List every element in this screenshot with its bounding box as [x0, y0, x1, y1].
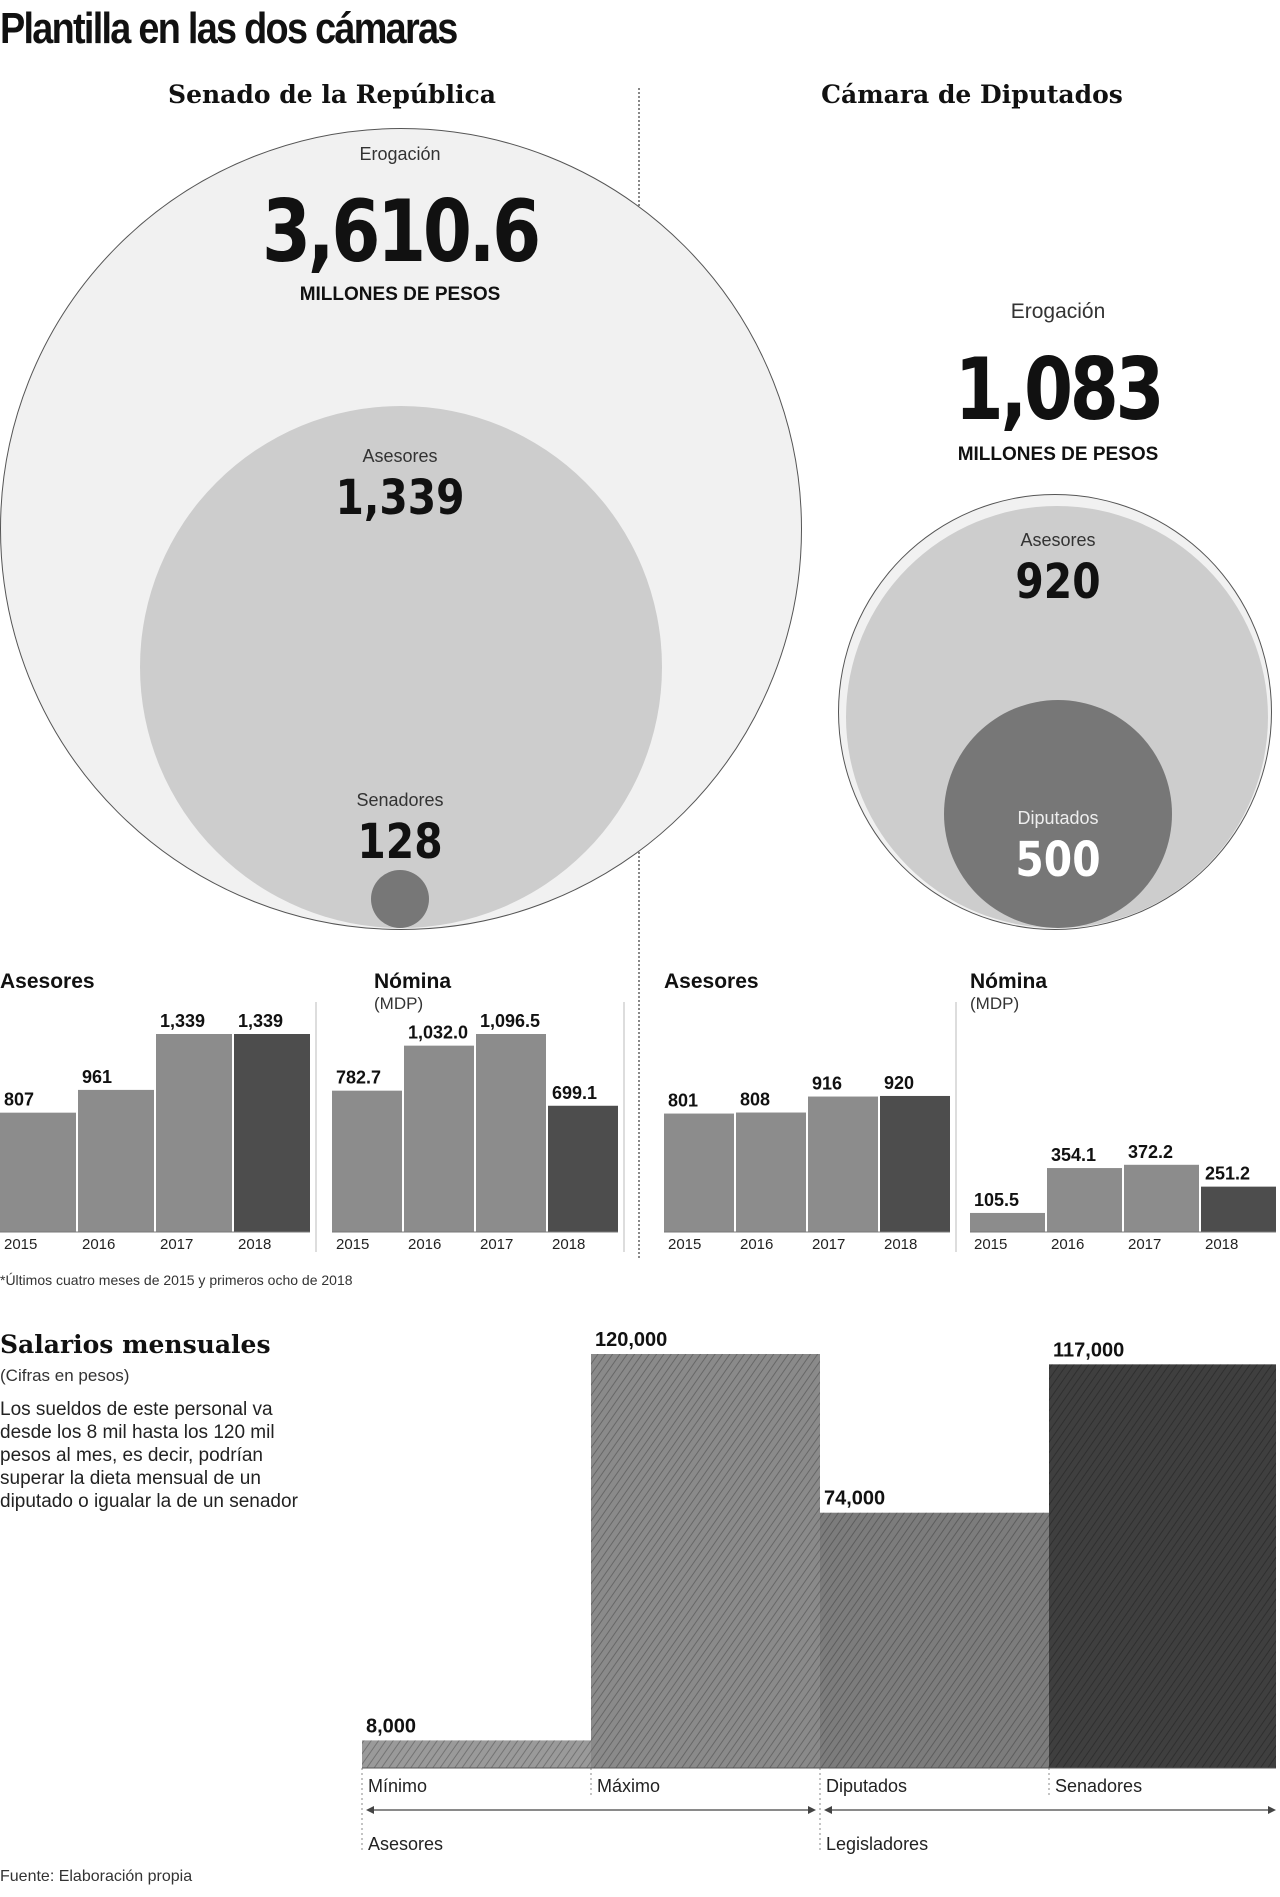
salary-value-label: 74,000	[824, 1487, 886, 1510]
bar-value-label: 1,032.0	[408, 1022, 469, 1043]
salary-value-label: 120,000	[595, 1329, 668, 1351]
salary-category-label: Máximo	[597, 1776, 661, 1796]
diputados-miembros-label: Diputados	[1017, 808, 1099, 828]
bar-value-label: 808	[740, 1089, 771, 1110]
panel-4-subtitle: (MDP)	[970, 994, 1020, 1013]
diputados-title: Cámara de Diputados	[821, 80, 1123, 109]
bar-value-label: 105.5	[974, 1189, 1020, 1210]
salary-value-label: 8,000	[366, 1715, 417, 1738]
year-label: 2015	[4, 1236, 38, 1253]
bar-value-label: 354.1	[1051, 1145, 1097, 1166]
bar-value-label: 782.7	[336, 1067, 382, 1088]
salary-bar-texture	[362, 1740, 591, 1768]
diputados-erogacion-unit: MILLONES DE PESOS	[957, 444, 1159, 465]
diputados-erogacion-value: 1,083	[954, 340, 1162, 440]
group-label-asesores: Asesores	[368, 1834, 444, 1854]
bar-value-label: 801	[668, 1090, 699, 1111]
bar-value-label: 1,339	[238, 1011, 284, 1031]
year-label: 2015	[336, 1236, 370, 1253]
bar-value-label: 251.2	[1205, 1163, 1251, 1184]
salary-bar-texture	[1049, 1364, 1276, 1768]
diputados-erogacion-label: Erogación	[1010, 300, 1106, 323]
senado-asesores-label: Asesores	[362, 446, 438, 466]
bar-value-label: 916	[812, 1073, 843, 1094]
year-label: 2016	[1051, 1236, 1085, 1253]
year-label: 2018	[884, 1236, 918, 1253]
legisladores-arrow-head-left	[824, 1806, 832, 1814]
panel-2-subtitle: (MDP)	[374, 994, 424, 1013]
bar-value-label: 1,096.5	[480, 1011, 541, 1031]
diputados-miembros-value: 500	[1015, 832, 1101, 888]
senado-miembros-label: Senadores	[356, 790, 444, 810]
senado-erogacion-value: 3,610.6	[262, 182, 538, 282]
bar-value-label: 961	[82, 1066, 113, 1087]
salary-bar-texture	[820, 1513, 1049, 1768]
year-label: 2017	[1128, 1236, 1162, 1253]
senado-title: Senado de la República	[168, 80, 496, 109]
asesores-arrow-head-right	[808, 1806, 816, 1814]
panel-4-title: Nómina	[970, 970, 1048, 993]
asesores-arrow-head-left	[366, 1806, 374, 1814]
senado-asesores-value: 1,339	[335, 470, 465, 526]
source-note: Fuente: Elaboración propia	[0, 1868, 193, 1885]
bar-value-label: 920	[884, 1072, 915, 1093]
year-label: 2017	[480, 1236, 514, 1253]
bar-value-label: 1,339	[160, 1011, 206, 1031]
bar-value-label: 699.1	[552, 1082, 598, 1103]
legisladores-arrow-head-right	[1268, 1806, 1276, 1814]
panel-1-title: Asesores	[0, 970, 95, 993]
page-title: Plantilla en las dos cámaras	[0, 4, 457, 53]
senado-erogacion-label: Erogación	[359, 144, 441, 164]
salary-category-label: Senadores	[1055, 1776, 1143, 1796]
panel-3-title: Asesores	[664, 970, 759, 993]
panel-2-title: Nómina	[374, 970, 452, 993]
year-label: 2015	[668, 1236, 702, 1253]
bar-value-label: 372.2	[1128, 1141, 1174, 1162]
group-label-legisladores: Legisladores	[826, 1834, 929, 1854]
salary-bar-texture	[591, 1354, 820, 1768]
year-label: 2018	[1205, 1236, 1239, 1253]
year-label: 2016	[408, 1236, 442, 1253]
year-label: 2018	[238, 1236, 272, 1253]
year-label: 2016	[740, 1236, 774, 1253]
salary-subtitle: (Cifras en pesos)	[0, 1366, 130, 1385]
footnote: *Últimos cuatro meses de 2015 y primeros ocho de 2018	[0, 1272, 353, 1288]
year-label: 2018	[552, 1236, 586, 1253]
salary-category-label: Mínimo	[368, 1776, 428, 1796]
salary-value-label: 117,000	[1053, 1339, 1125, 1362]
senado-erogacion-unit: MILLONES DE PESOS	[299, 284, 501, 305]
salary-category-label: Diputados	[826, 1776, 908, 1796]
salary-description: Los sueldos de este personal va desde los 8 mil hasta los 120 mil pesos al mes, es decir, podrían superar la dieta mensual de un diputado o igualar la de un senador	[0, 1399, 298, 1512]
diputados-asesores-value: 920	[1015, 554, 1101, 610]
year-label: 2016	[82, 1236, 116, 1253]
year-label: 2017	[812, 1236, 846, 1253]
bar-value-label: 807	[4, 1089, 35, 1110]
senado-miembros-value: 128	[357, 814, 443, 870]
year-label: 2015	[974, 1236, 1008, 1253]
diputados-asesores-label: Asesores	[1020, 530, 1096, 550]
year-label: 2017	[160, 1236, 194, 1253]
salary-title: Salarios mensuales	[0, 1330, 271, 1359]
